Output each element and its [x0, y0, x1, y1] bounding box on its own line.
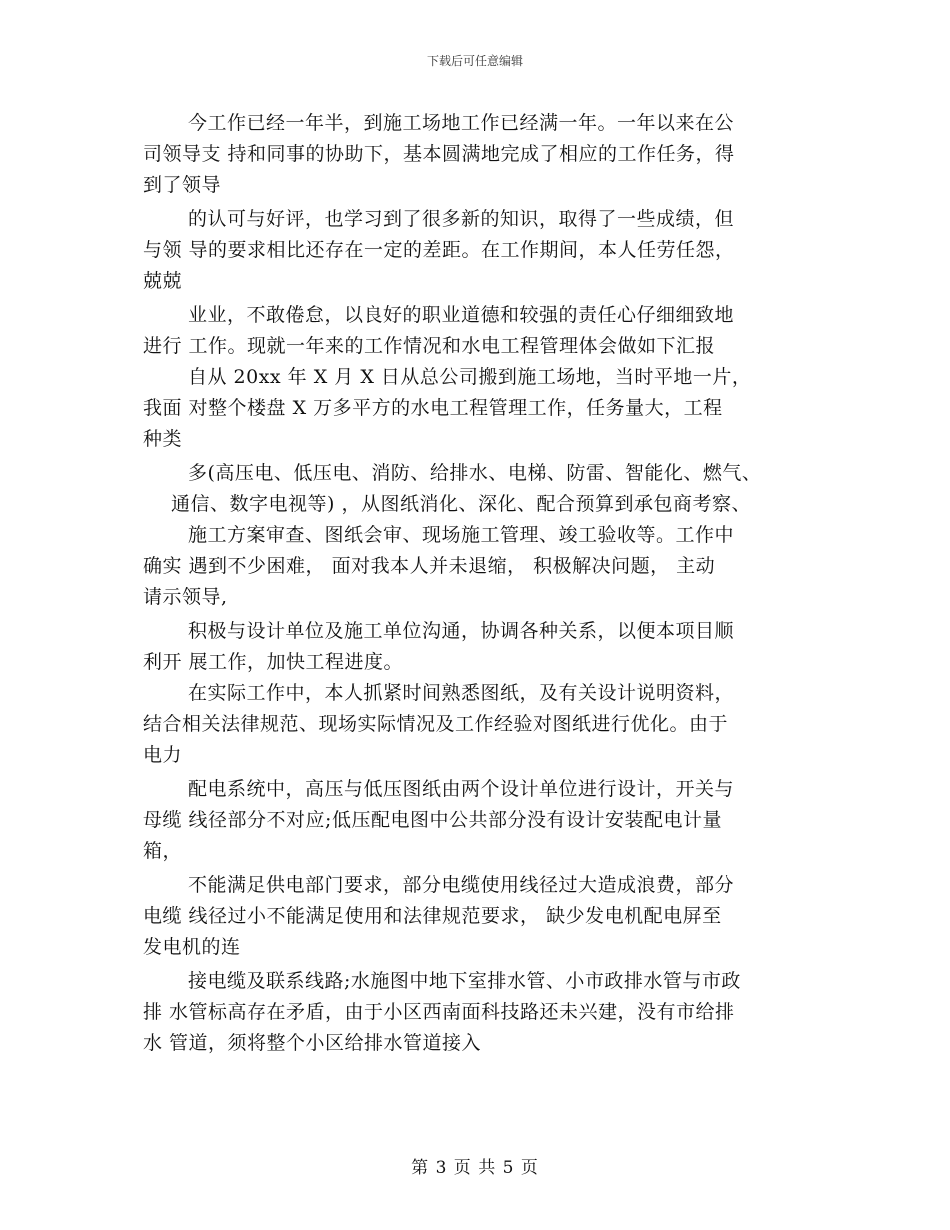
text-line: 兢兢 — [143, 270, 183, 292]
text-line: 到了领导 — [143, 174, 222, 196]
text-line: 在实际工作中，本人抓紧时间熟悉图纸，及有关设计说明资料， — [188, 682, 735, 704]
text-line: 水 管道，须将整个小区给排水管道接入 — [143, 1032, 482, 1054]
text-line: 利开 展工作，加快工程进度。 — [143, 651, 404, 673]
text-line: 请示领导, — [143, 586, 228, 608]
text-line: 排 水管标高存在矛盾，由于小区西南面科技路还未兴建，没有市给排 — [143, 1001, 735, 1023]
text-line: 确实 遇到不少困难， 面对我本人并未退缩， 积极解决问题， 主动 — [143, 555, 716, 577]
text-line: 通信、数字电视等) ，从图纸消化、深化、配合预算到承包商考察、 — [171, 493, 751, 515]
text-line: 结合相关法律规范、现场实际情况及工作经验对图纸进行优化。由于 — [143, 713, 729, 735]
text-line: 发电机的连 — [143, 936, 241, 958]
text-line: 多(高压电、低压电、消防、给排水、电梯、防雷、智能化、燃气、 — [188, 462, 762, 484]
page-header: 下载后可任意编辑 — [426, 54, 523, 68]
text-line: 与领 导的要求相比还存在一定的差距。在工作期间，本人任劳任怨， — [143, 239, 735, 261]
text-line: 积极与设计单位及施工单位沟通，协调各种关系，以便本项目顺 — [188, 620, 735, 642]
text-line: 种类 — [143, 428, 183, 450]
page-footer: 第 3 页 共 5 页 — [411, 1158, 539, 1178]
text-line: 今工作已经一年半，到施工场地工作已经满一年。一年以来在公 — [188, 112, 735, 134]
text-line: 母缆 线径部分不对应;低压配电图中公共部分没有设计安装配电计量 — [143, 809, 722, 831]
text-line: 我面 对整个楼盘 X 万多平方的水电工程管理工作，任务量大，工程 — [143, 397, 723, 419]
text-line: 电缆 线径过小不能满足使用和法律规范要求， 缺少发电机配电屏至 — [143, 905, 722, 927]
text-line: 接电缆及联系线路;水施图中地下室排水管、小市政排水管与市政 — [188, 970, 741, 992]
text-line: 施工方案审查、图纸会审、现场施工管理、竣工验收等。工作中 — [188, 524, 735, 546]
text-line: 自从 20xx 年 X 月 X 日从总公司搬到施工场地，当时平地一片， — [188, 366, 752, 388]
document-body — [143, 108, 843, 1059]
text-line: 不能满足供电部门要求，部分电缆使用线径过大造成浪费，部分 — [188, 874, 735, 896]
text-line: 进行 工作。现就一年来的工作情况和水电工程管理体会做如下汇报 — [143, 335, 716, 357]
text-line: 业业，不敢倦怠，以良好的职业道德和较强的责任心仔细细致地 — [188, 304, 735, 326]
text-line: 配电系统中，高压与低压图纸由两个设计单位进行设计，开关与 — [188, 778, 735, 800]
text-line: 的认可与好评，也学习到了很多新的知识，取得了一些成绩，但 — [188, 208, 735, 230]
text-line: 司领导支 持和同事的协助下，基本圆满地完成了相应的工作任务，得 — [143, 143, 735, 165]
text-line: 电力 — [143, 744, 183, 766]
text-line: 箱， — [143, 840, 183, 862]
